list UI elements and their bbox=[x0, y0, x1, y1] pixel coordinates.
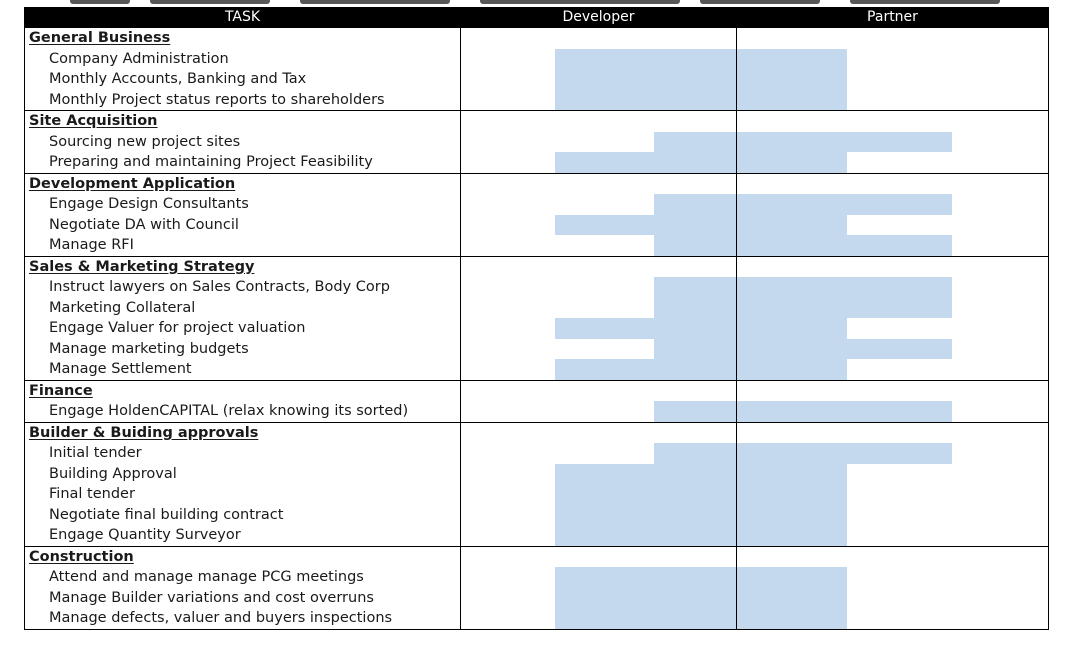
developer-cell bbox=[461, 277, 737, 298]
developer-responsibility-bar bbox=[555, 588, 736, 609]
section-row-finance bbox=[25, 380, 1049, 401]
task-cell bbox=[25, 464, 461, 485]
developer-responsibility-bar bbox=[654, 339, 736, 360]
task-row bbox=[25, 525, 1049, 546]
task-row bbox=[25, 90, 1049, 111]
task-row bbox=[25, 505, 1049, 526]
task-label: Sourcing new project sites bbox=[49, 133, 241, 150]
developer-cell bbox=[461, 49, 737, 70]
task-label: Manage RFI bbox=[49, 237, 134, 254]
developer-responsibility-bar bbox=[654, 235, 736, 256]
task-row bbox=[25, 132, 1049, 153]
task-label: Building Approval bbox=[49, 465, 177, 482]
partner-cell bbox=[737, 69, 1049, 90]
developer-responsibility-bar bbox=[555, 49, 736, 70]
task-label: Manage defects, valuer and buyers inspections bbox=[49, 610, 393, 627]
developer-cell bbox=[461, 28, 737, 49]
task-label: Manage marketing budgets bbox=[49, 340, 249, 357]
developer-responsibility-bar bbox=[555, 215, 736, 236]
developer-responsibility-bar bbox=[555, 69, 736, 90]
developer-cell bbox=[461, 111, 737, 132]
responsibility-matrix-table bbox=[24, 7, 1049, 630]
developer-responsibility-bar bbox=[555, 318, 736, 339]
developer-cell bbox=[461, 422, 737, 443]
developer-cell bbox=[461, 443, 737, 464]
task-row bbox=[25, 588, 1049, 609]
partner-cell bbox=[737, 588, 1049, 609]
partner-cell bbox=[737, 49, 1049, 70]
partner-responsibility-bar bbox=[737, 339, 952, 360]
partner-cell bbox=[737, 298, 1049, 319]
section-title: Builder & Buiding approvals bbox=[29, 424, 259, 441]
partner-cell bbox=[737, 464, 1049, 485]
task-row bbox=[25, 443, 1049, 464]
developer-cell bbox=[461, 194, 737, 215]
task-row bbox=[25, 608, 1049, 629]
partner-cell bbox=[737, 401, 1049, 422]
partner-cell bbox=[737, 111, 1049, 132]
task-row bbox=[25, 194, 1049, 215]
task-cell bbox=[25, 484, 461, 505]
developer-responsibility-bar bbox=[555, 464, 736, 485]
task-row bbox=[25, 152, 1049, 173]
task-cell bbox=[25, 443, 461, 464]
section-row-site-acquisition bbox=[25, 111, 1049, 132]
task-label: Negotiate DA with Council bbox=[49, 216, 239, 233]
task-label: Engage Valuer for project valuation bbox=[49, 320, 306, 337]
section-title-cell bbox=[25, 256, 461, 277]
partner-cell bbox=[737, 194, 1049, 215]
developer-responsibility-bar bbox=[654, 443, 736, 464]
developer-cell bbox=[461, 132, 737, 153]
task-cell bbox=[25, 608, 461, 629]
partner-cell bbox=[737, 380, 1049, 401]
partner-responsibility-bar bbox=[737, 608, 847, 629]
task-column-header: TASK bbox=[25, 7, 461, 28]
developer-cell bbox=[461, 90, 737, 111]
partner-cell bbox=[737, 277, 1049, 298]
developer-cell bbox=[461, 546, 737, 567]
partner-responsibility-bar bbox=[737, 525, 847, 546]
developer-responsibility-bar bbox=[654, 401, 736, 422]
partner-cell bbox=[737, 173, 1049, 194]
task-row bbox=[25, 277, 1049, 298]
task-cell bbox=[25, 90, 461, 111]
developer-responsibility-bar bbox=[555, 90, 736, 111]
developer-cell bbox=[461, 173, 737, 194]
partner-responsibility-bar bbox=[737, 49, 847, 70]
task-row bbox=[25, 401, 1049, 422]
developer-responsibility-bar bbox=[654, 298, 736, 319]
partner-cell bbox=[737, 505, 1049, 526]
developer-cell bbox=[461, 588, 737, 609]
task-label: Monthly Project status reports to shareholders bbox=[49, 91, 385, 108]
developer-cell bbox=[461, 525, 737, 546]
task-row bbox=[25, 69, 1049, 90]
section-title-cell bbox=[25, 380, 461, 401]
task-label: Instruct lawyers on Sales Contracts, Body Corp bbox=[49, 279, 390, 296]
developer-responsibility-bar bbox=[555, 608, 736, 629]
section-title: Site Acquisition bbox=[29, 113, 158, 130]
developer-responsibility-bar bbox=[654, 132, 736, 153]
section-row-development-application bbox=[25, 173, 1049, 194]
section-title: General Business bbox=[29, 30, 171, 47]
task-cell bbox=[25, 401, 461, 422]
partner-column-header: Partner bbox=[737, 7, 1049, 28]
developer-responsibility-bar bbox=[555, 505, 736, 526]
partner-cell bbox=[737, 567, 1049, 588]
task-cell bbox=[25, 69, 461, 90]
task-label: Attend and manage manage PCG meetings bbox=[49, 569, 364, 586]
section-row-builder-buiding-approvals bbox=[25, 422, 1049, 443]
partner-cell bbox=[737, 359, 1049, 380]
section-title: Finance bbox=[29, 382, 93, 399]
task-row bbox=[25, 318, 1049, 339]
section-title: Development Application bbox=[29, 175, 236, 192]
partner-cell bbox=[737, 90, 1049, 111]
task-cell bbox=[25, 215, 461, 236]
task-row bbox=[25, 359, 1049, 380]
task-cell bbox=[25, 359, 461, 380]
task-label: Monthly Accounts, Banking and Tax bbox=[49, 71, 307, 88]
partner-responsibility-bar bbox=[737, 152, 847, 173]
section-title-cell bbox=[25, 173, 461, 194]
partner-cell bbox=[737, 28, 1049, 49]
developer-cell bbox=[461, 152, 737, 173]
developer-cell bbox=[461, 505, 737, 526]
task-row bbox=[25, 567, 1049, 588]
section-title-cell bbox=[25, 28, 461, 49]
partner-cell bbox=[737, 546, 1049, 567]
task-label: Engage Quantity Surveyor bbox=[49, 527, 241, 544]
task-cell bbox=[25, 132, 461, 153]
section-row-construction bbox=[25, 546, 1049, 567]
partner-cell bbox=[737, 215, 1049, 236]
task-label: Initial tender bbox=[49, 445, 142, 462]
section-title: Sales & Marketing Strategy bbox=[29, 258, 255, 275]
developer-cell bbox=[461, 215, 737, 236]
partner-cell bbox=[737, 256, 1049, 277]
table-body bbox=[25, 28, 1049, 630]
partner-cell bbox=[737, 443, 1049, 464]
header-row bbox=[25, 7, 1049, 28]
section-title-cell bbox=[25, 111, 461, 132]
partner-cell bbox=[737, 235, 1049, 256]
task-cell bbox=[25, 152, 461, 173]
developer-cell bbox=[461, 298, 737, 319]
task-row bbox=[25, 464, 1049, 485]
task-row bbox=[25, 298, 1049, 319]
task-label: Manage Settlement bbox=[49, 361, 192, 378]
task-row bbox=[25, 49, 1049, 70]
task-cell bbox=[25, 505, 461, 526]
partner-responsibility-bar bbox=[737, 401, 952, 422]
task-cell bbox=[25, 298, 461, 319]
section-title-cell bbox=[25, 546, 461, 567]
developer-cell bbox=[461, 484, 737, 505]
developer-cell bbox=[461, 69, 737, 90]
developer-cell bbox=[461, 380, 737, 401]
section-title: Construction bbox=[29, 548, 134, 565]
task-label: Marketing Collateral bbox=[49, 299, 196, 316]
task-cell bbox=[25, 194, 461, 215]
developer-column-header: Developer bbox=[461, 7, 737, 28]
task-label: Company Administration bbox=[49, 50, 229, 67]
section-row-general-business bbox=[25, 28, 1049, 49]
developer-responsibility-bar bbox=[555, 525, 736, 546]
developer-responsibility-bar bbox=[654, 194, 736, 215]
task-cell bbox=[25, 235, 461, 256]
partner-cell bbox=[737, 339, 1049, 360]
partner-responsibility-bar bbox=[737, 132, 952, 153]
developer-cell bbox=[461, 401, 737, 422]
partner-responsibility-bar bbox=[737, 505, 847, 526]
partner-cell bbox=[737, 318, 1049, 339]
partner-responsibility-bar bbox=[737, 69, 847, 90]
developer-cell bbox=[461, 567, 737, 588]
partner-responsibility-bar bbox=[737, 277, 952, 298]
partner-responsibility-bar bbox=[737, 215, 847, 236]
task-cell bbox=[25, 277, 461, 298]
task-row bbox=[25, 235, 1049, 256]
developer-cell bbox=[461, 339, 737, 360]
task-label: Preparing and maintaining Project Feasibility bbox=[49, 154, 373, 171]
developer-cell bbox=[461, 359, 737, 380]
developer-cell bbox=[461, 235, 737, 256]
partner-responsibility-bar bbox=[737, 484, 847, 505]
developer-cell bbox=[461, 318, 737, 339]
task-label: Manage Builder variations and cost overruns bbox=[49, 589, 374, 606]
cropped-caption-strip bbox=[0, 0, 1084, 7]
partner-responsibility-bar bbox=[737, 588, 847, 609]
partner-responsibility-bar bbox=[737, 443, 952, 464]
section-title-cell bbox=[25, 422, 461, 443]
partner-responsibility-bar bbox=[737, 235, 952, 256]
task-label: Negotiate final building contract bbox=[49, 506, 284, 523]
developer-cell bbox=[461, 256, 737, 277]
partner-responsibility-bar bbox=[737, 359, 847, 380]
developer-cell bbox=[461, 608, 737, 629]
section-row-sales-marketing-strategy bbox=[25, 256, 1049, 277]
partner-cell bbox=[737, 525, 1049, 546]
partner-responsibility-bar bbox=[737, 318, 847, 339]
partner-responsibility-bar bbox=[737, 567, 847, 588]
task-row bbox=[25, 339, 1049, 360]
task-label: Engage Design Consultants bbox=[49, 196, 249, 213]
partner-cell bbox=[737, 422, 1049, 443]
developer-responsibility-bar bbox=[555, 152, 736, 173]
partner-cell bbox=[737, 132, 1049, 153]
partner-responsibility-bar bbox=[737, 194, 952, 215]
partner-responsibility-bar bbox=[737, 298, 952, 319]
task-label: Final tender bbox=[49, 486, 135, 503]
task-cell bbox=[25, 525, 461, 546]
task-cell bbox=[25, 318, 461, 339]
task-cell bbox=[25, 588, 461, 609]
partner-responsibility-bar bbox=[737, 464, 847, 485]
partner-cell bbox=[737, 484, 1049, 505]
developer-responsibility-bar bbox=[555, 359, 736, 380]
developer-responsibility-bar bbox=[654, 277, 736, 298]
task-cell bbox=[25, 567, 461, 588]
partner-cell bbox=[737, 608, 1049, 629]
task-label: Engage HoldenCAPITAL (relax knowing its sorted) bbox=[49, 403, 409, 420]
developer-responsibility-bar bbox=[555, 484, 736, 505]
task-row bbox=[25, 484, 1049, 505]
partner-cell bbox=[737, 152, 1049, 173]
task-row bbox=[25, 215, 1049, 236]
developer-responsibility-bar bbox=[555, 567, 736, 588]
task-cell bbox=[25, 49, 461, 70]
partner-responsibility-bar bbox=[737, 90, 847, 111]
task-cell bbox=[25, 339, 461, 360]
developer-cell bbox=[461, 464, 737, 485]
